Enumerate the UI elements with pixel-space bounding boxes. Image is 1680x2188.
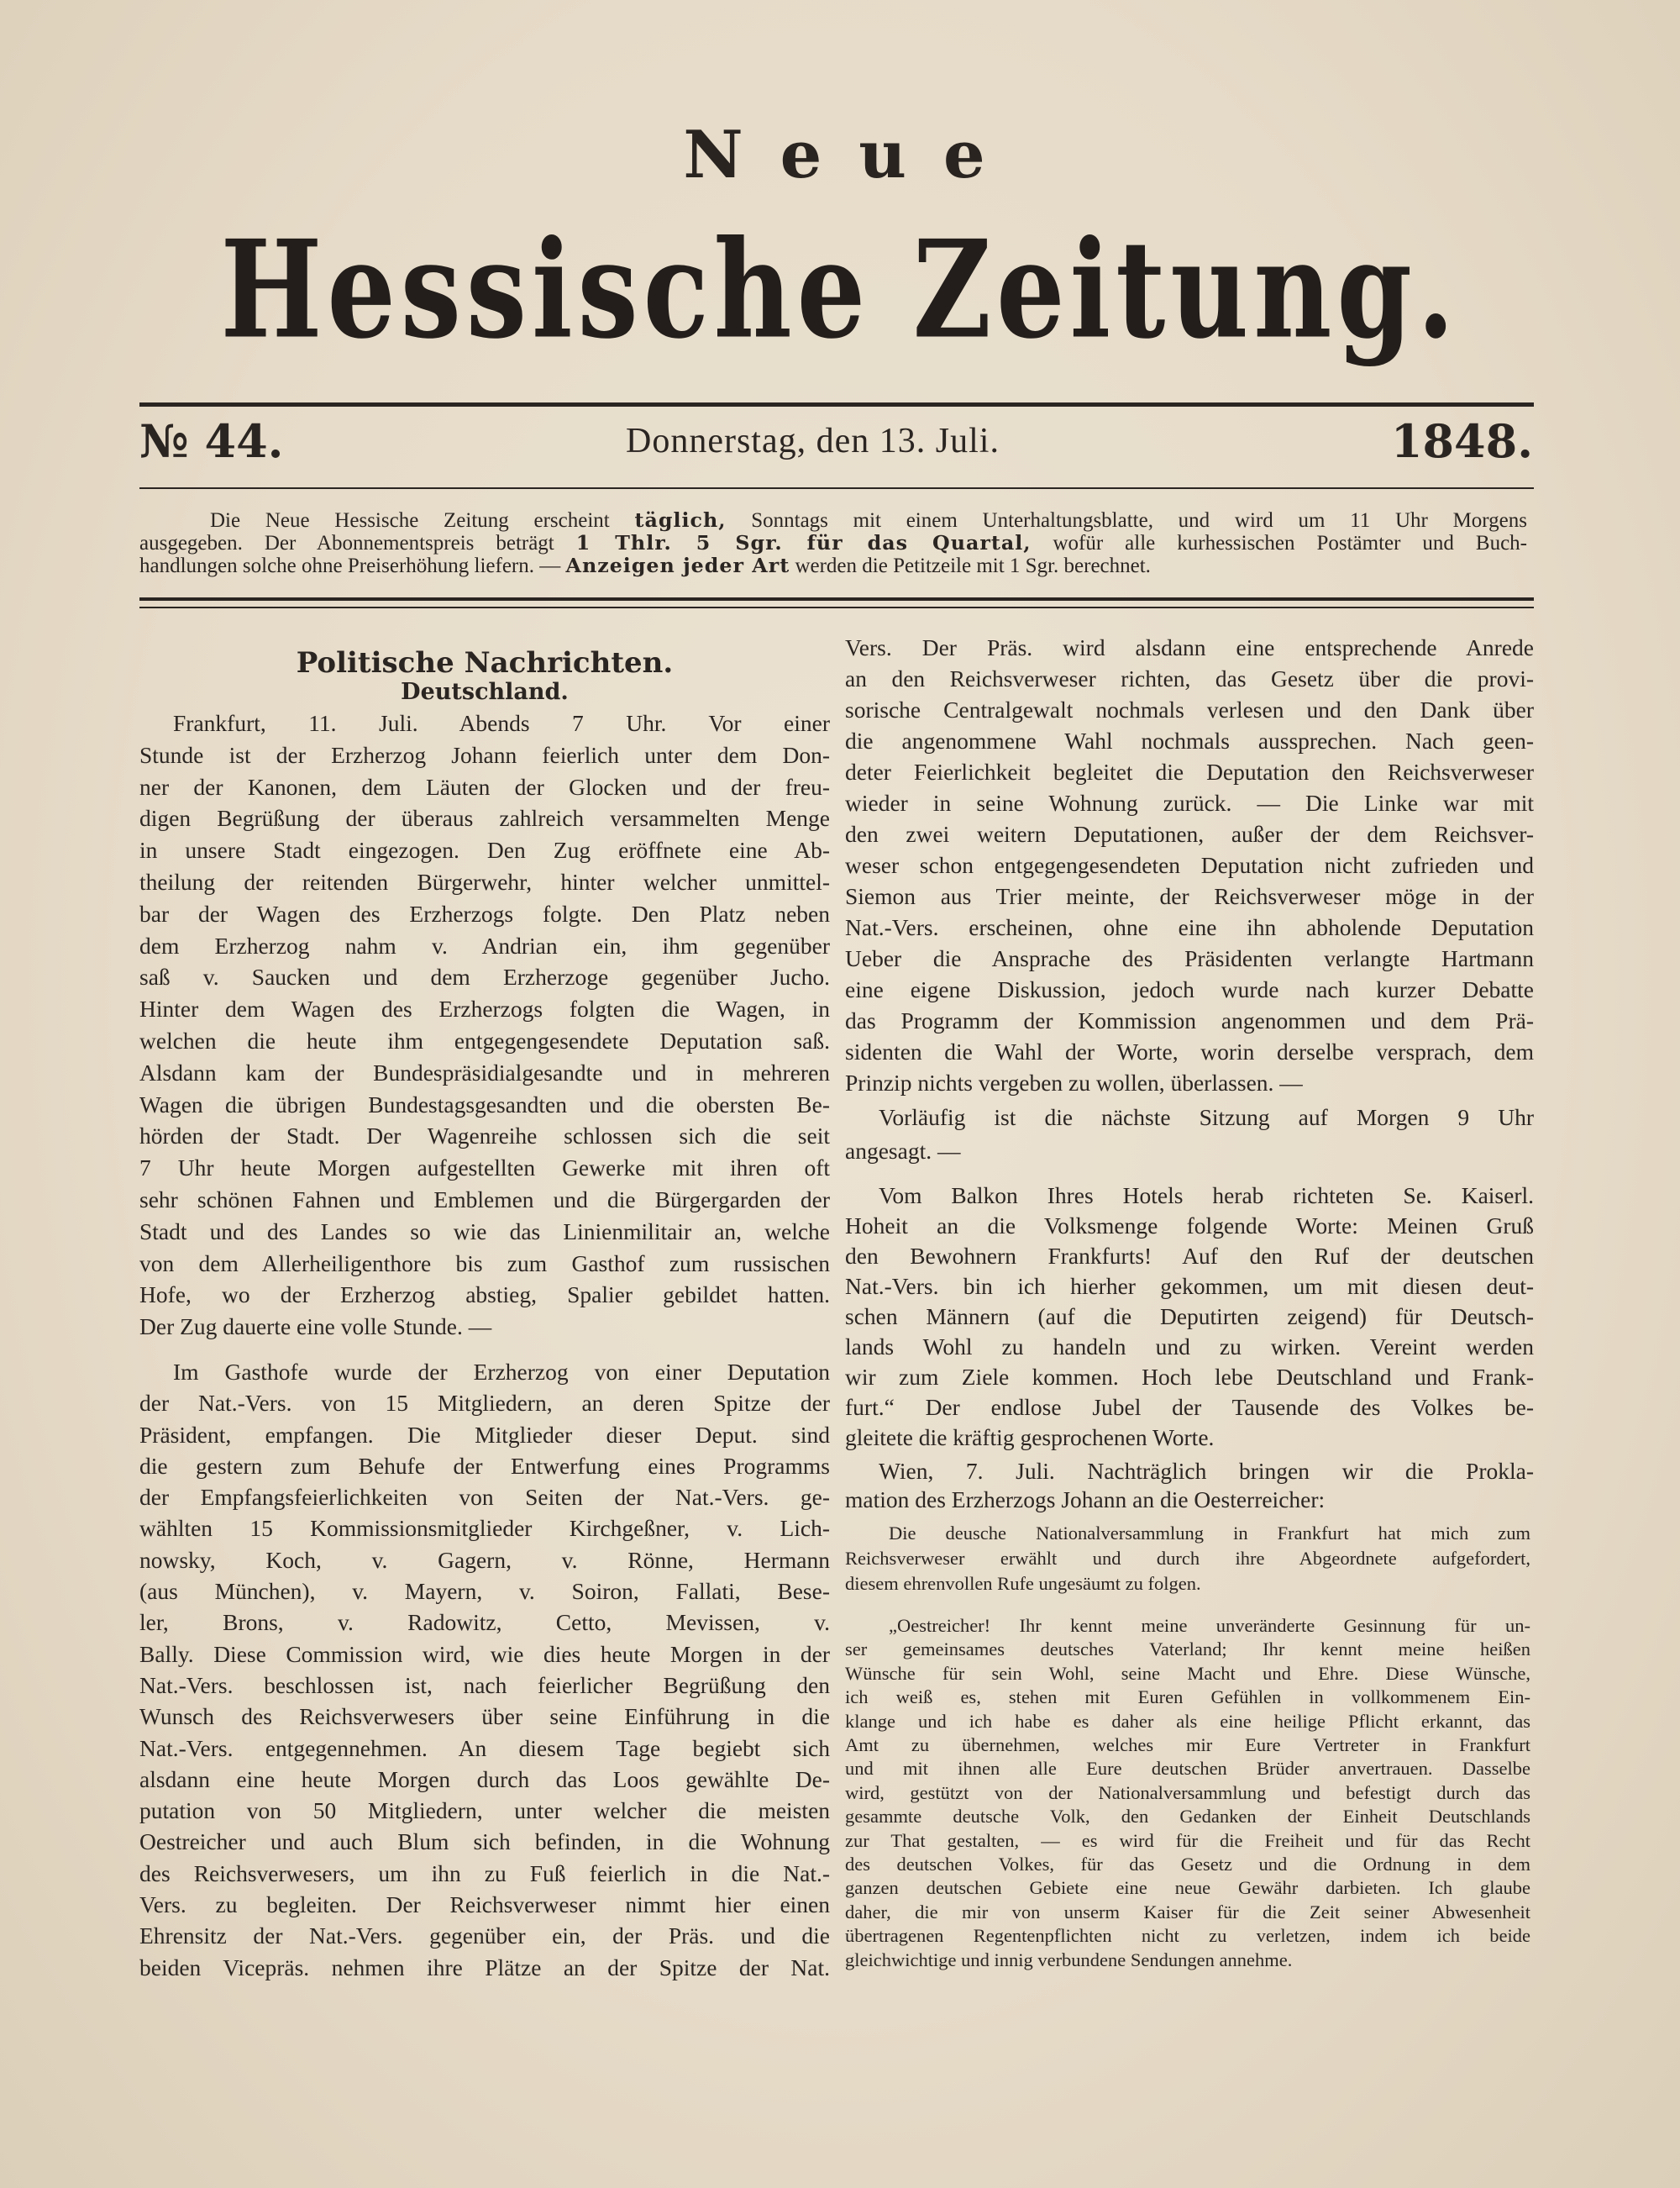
masthead-title: Hessische Zeitung. (220, 211, 1460, 370)
text-line: Prinzip nichts vergeben zu wollen, überlassen. — (845, 1070, 1303, 1096)
text-line: Nat.-Vers. entgegennehmen. An diesem Tage begiebt sich (139, 1734, 830, 1761)
double-rule-thick (139, 597, 1534, 601)
article-balcony-paragraph (845, 1181, 1534, 1453)
notice-line (139, 555, 1527, 577)
text-line: gleichwichtige und innig verbundene Sendungen annehme. (845, 1949, 1293, 1970)
text-line: Wünsche für sein Wohl, seine Macht und Ehre. Diese Wünsche, (845, 1662, 1530, 1684)
notice-text: wofür alle kurhessischen Postämter und Buch- (1031, 532, 1527, 555)
text-line: zur That gestalten, — es wird für die Freiheit und für das Recht (845, 1829, 1530, 1851)
text-line: angesagt. — (845, 1138, 961, 1164)
text-line: sorische Centralgewalt nochmals verlesen und den Dank über (845, 697, 1534, 723)
issue-year: 1848. (1390, 414, 1533, 468)
text-line: Alsdann kam der Bundespräsidialgesandte und in mehreren (139, 1059, 830, 1086)
text-line: eine eigene Diskussion, jedoch wurde nach kurzer Debatte (845, 976, 1534, 1002)
text-line: Nat.-Vers. erscheinen, ohne eine ihn abholende Deputation (845, 914, 1534, 940)
text-line: (aus München), v. Mayern, v. Soiron, Fallati, Bese- (139, 1578, 830, 1605)
text-line: Ehrensitz der Nat.-Vers. gegenüber ein, der Präs. und die (139, 1922, 830, 1949)
notice-line (139, 532, 1527, 555)
text-line: hörden der Stadt. Der Wagenreihe schlossen sich die seit (139, 1123, 830, 1149)
text-line: Vom Balkon Ihres Hotels herab richteten Se. Kaiserl. (879, 1182, 1534, 1208)
text-line: Nat.-Vers. bin ich hierher gekommen, um mit diesen deut- (845, 1273, 1534, 1299)
text-line: Wunsch des Reichsverwesers über seine Einführung in die (139, 1703, 830, 1730)
text-line: weser schon entgegengesendeten Deputation nicht zufrieden und (845, 852, 1534, 878)
article-wien-paragraph (845, 1457, 1534, 1514)
text-line: welchen die heute ihm entgegengesendete Deputation saß. (139, 1027, 830, 1054)
text-line: Wien, 7. Juli. Nachträglich bringen wir die Prokla- (879, 1458, 1534, 1484)
text-line: wird, gestützt von der Nationalversammlung und befestigt durch das (845, 1781, 1530, 1803)
masthead-bottom-rule (139, 487, 1534, 489)
notice-emphasis: täglich, (634, 508, 727, 532)
text-line: von dem Allerheiligenthore bis zum Gasthof zum russischen (139, 1249, 830, 1276)
text-line: das Programm der Kommission angenommen und dem Prä- (845, 1007, 1534, 1034)
text-line: in unsere Stadt eingezogen. Den Zug eröffnete eine Ab- (139, 837, 830, 864)
text-line: Stadt und des Landes so wie das Linienmilitair an, welche (139, 1218, 830, 1244)
text-line: beiden Vicepräs. nehmen ihre Plätze an der Spitze der Nat. (139, 1954, 830, 1980)
notice-text: werden die Petitzeile mit 1 Sgr. berechnet. (790, 555, 1151, 577)
notice-text: Die Neue Hessische Zeitung erscheint (210, 509, 635, 532)
text-line: Oestreicher und auch Blum sich befinden, in die Wohnung (139, 1828, 830, 1855)
text-line: gleitete die kräftig gesprochenen Worte. (845, 1424, 1215, 1450)
text-line: „Oestreicher! Ihr kennt meine unveränderte Gesinnung für un- (889, 1615, 1530, 1636)
text-line: mation des Erzherzogs Johann an die Oesterreicher: (845, 1486, 1326, 1512)
text-line: wählten 15 Kommissionsmitglieder Kirchgeßner, v. Lich- (139, 1515, 830, 1542)
text-line: Hofe, wo der Erzherzog abstieg, Spalier gebildet hatten. (139, 1281, 830, 1308)
text-line: Vers. Der Präs. wird alsdann eine entsprechende Anrede (845, 634, 1534, 660)
text-line: 7 Uhr heute Morgen aufgestellten Gewerke mit ihren oft (139, 1154, 830, 1181)
text-line: Nat.-Vers. beschlossen ist, nach feierlicher Begrüßung den (139, 1671, 830, 1698)
text-line: den zwei weitern Deputationen, außer der dem Reichsver- (845, 821, 1534, 847)
text-line: bar der Wagen des Erzherzogs folgte. Den Platz neben (139, 900, 830, 927)
section-subtitle: Deutschland. (401, 679, 569, 705)
notice-line (139, 509, 1527, 532)
notice-emphasis: Anzeigen jeder Art (565, 554, 790, 577)
text-line: putation von 50 Mitgliedern, unter welcher die meisten (139, 1797, 830, 1824)
text-line: theilung der reitenden Bürgerwehr, hinter welcher unmittel- (139, 868, 830, 895)
text-line: Präsident, empfangen. Die Mitglieder dieser Deput. sind (139, 1421, 830, 1448)
text-line: die gestern zum Behufe der Entwerfung eines Programms (139, 1452, 830, 1479)
text-line: Im Gasthofe wurde der Erzherzog von einer Deputation (173, 1359, 830, 1385)
text-line: Die deusche Nationalversammlung in Frankfurt hat mich zum (889, 1523, 1530, 1544)
text-line: diesem ehrenvollen Rufe ungesäumt zu folgen. (845, 1573, 1201, 1594)
text-line: furt.“ Der endlose Jubel der Tausende des Volkes be- (845, 1394, 1534, 1420)
text-line: ler, Brons, v. Radowitz, Cetto, Mevissen, v. (139, 1609, 830, 1636)
text-line: ganzen deutschen Gebiete eine neue Gewähr darbieten. Ich glaube (845, 1877, 1530, 1899)
article-session-paragraph (845, 1101, 1534, 1168)
text-line: und mit ihnen alle Eure deutschen Brüder anvertrauen. Dasselbe (845, 1758, 1530, 1780)
issue-number: № 44. (139, 414, 284, 468)
text-line: Hoheit an die Volksmenge folgende Worte: Meinen Gruß (845, 1212, 1534, 1239)
text-line: schen Männern (auf die Deputirten zeigend) für Deutsch- (845, 1303, 1534, 1329)
text-line: Frankfurt, 11. Juli. Abends 7 Uhr. Vor einer (173, 710, 830, 736)
text-line: lands Wohl zu handeln und zu wirken. Vereint werden (845, 1333, 1534, 1360)
text-line: wir zum Ziele kommen. Hoch lebe Deutschland und Frank- (845, 1364, 1534, 1390)
text-line: die angenommene Wahl nochmals aussprechen. Nach geen- (845, 728, 1534, 754)
section-title: Politische Nachrichten. (296, 646, 674, 680)
text-line: Wagen die übrigen Bundestagsgesandten und die obersten Be- (139, 1091, 830, 1118)
text-line: deter Feierlichkeit begleitet die Deputation den Reichsverweser (845, 759, 1534, 785)
text-line: der Empfangsfeierlichkeiten von Seiten der Nat.-Vers. ge- (139, 1484, 830, 1511)
notice-text: Sonntags mit einem Unterhaltungsblatte, und wird um 11 Uhr Morgens (726, 509, 1527, 532)
text-line: daher, die mir von unserm Kaiser für die Zeit seiner Abwesenheit (845, 1901, 1530, 1922)
text-line: Vers. zu begleiten. Der Reichsverweser nimmt hier einen (139, 1891, 830, 1918)
issue-date: Donnerstag, den 13. Juli. (626, 422, 1000, 460)
text-line: dem Erzherzog nahm v. Andrian ein, ihm gegenüber (139, 932, 830, 959)
notice-text: handlungen solche ohne Preiserhöhung liefern. — (139, 555, 566, 577)
text-line: Stunde ist der Erzherzog Johann feierlich unter dem Don- (139, 741, 830, 768)
text-line: Bally. Diese Commission wird, wie dies heute Morgen in der (139, 1640, 830, 1667)
text-line: ner der Kanonen, dem Läuten der Glocken und der freu- (139, 773, 830, 800)
text-line: Der Zug dauerte eine volle Stunde. — (139, 1313, 492, 1340)
masthead-top-rule (139, 402, 1534, 407)
article-gasthof-paragraph (139, 1356, 830, 1983)
double-rule-thin (139, 607, 1534, 608)
text-line: sehr schönen Fahnen und Emblemen und die Bürgergarden der (139, 1186, 830, 1212)
proclamation-text (845, 1614, 1530, 1972)
text-line: ser gemeinsames deutsches Vaterland; Ihr kennt meine heißen (845, 1638, 1530, 1660)
subscription-notice (139, 509, 1527, 577)
text-line: Hinter dem Wagen des Erzherzogs folgten die Wagen, in (139, 996, 830, 1023)
text-line: Ueber die Ansprache des Präsidenten verlangte Hartmann (845, 945, 1534, 971)
text-line: Vorläufig ist die nächste Sitzung auf Morgen 9 Uhr (879, 1104, 1534, 1130)
masthead-title-top: Neue (683, 117, 1022, 193)
text-line: nowsky, Koch, v. Gagern, v. Rönne, Hermann (139, 1546, 830, 1573)
proclamation-intro (845, 1521, 1530, 1596)
text-line: Siemon aus Trier meinte, der Reichsverweser möge in der (845, 883, 1534, 909)
text-line: alsdann eine heute Morgen durch das Loos gewählte De- (139, 1765, 830, 1792)
text-line: Amt zu übernehmen, welches mir Eure Vertreter in Frankfurt (845, 1734, 1530, 1756)
text-line: saß v. Saucken und dem Erzherzoge gegenüber Jucho. (139, 964, 830, 991)
text-line: des Reichsverwesers, um ihn zu Fuß feierlich in die Nat.- (139, 1859, 830, 1886)
text-line: gesammte deutsche Volk, den Gedanken der Einheit Deutschlands (845, 1806, 1530, 1828)
text-line: sidenten die Wahl der Worte, worin derselbe versprach, dem (845, 1039, 1534, 1065)
text-line: klange und ich habe es daher als eine heilige Pflicht erkannt, das (845, 1710, 1530, 1732)
article-continuation-paragraph (845, 632, 1534, 1098)
text-line: des deutschen Volkes, für das Gesetz und die Ordnung in dem (845, 1854, 1530, 1875)
text-line: digen Begrüßung der überaus zahlreich versammelten Menge (139, 805, 830, 832)
text-line: ich weiß es, stehen mit Euren Gefühlen in vollkommenem Ein- (845, 1686, 1530, 1708)
text-line: an den Reichsverweser richten, das Gesetz über die provi- (845, 665, 1534, 692)
text-line: der Nat.-Vers. von 15 Mitgliedern, an deren Spitze der (139, 1390, 830, 1417)
text-line: übertragenen Regentenpflichten nicht zu verletzen, indem ich beide (845, 1925, 1530, 1947)
notice-text: ausgegeben. Der Abonnementspreis beträgt (139, 532, 576, 555)
text-line: den Bewohnern Frankfurts! Auf den Ruf der deutschen (845, 1243, 1534, 1269)
text-line: Reichsverweser erwählt und durch ihre Abgeordnete aufgefordert, (845, 1548, 1530, 1569)
notice-emphasis: 1 Thlr. 5 Sgr. für das Quartal, (575, 531, 1032, 555)
article-frankfurt-paragraph (139, 707, 830, 1343)
text-line: wieder in seine Wohnung zurück. — Die Linke war mit (845, 790, 1534, 816)
